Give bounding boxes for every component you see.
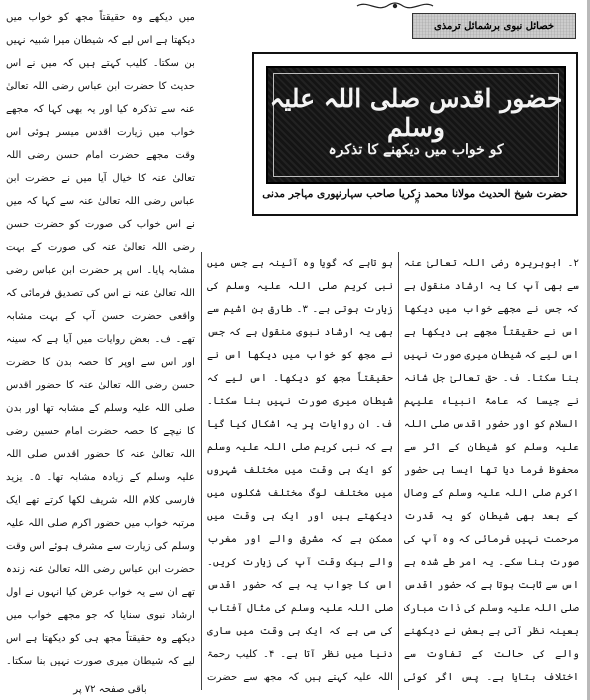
article-title: حضور اقدس صلی اللہ علیہ وسلم: [269, 84, 563, 142]
text-column-middle: [207, 252, 393, 692]
column-middle-text: ہو تاہے کہ گویا وہ آئینہ ہے جس میں نبی کریم صلی اللہ علیہ وسلم کی زیارت ہوتی ہے۔ ۳۔ طارق بن اشیم سے بھی یہ ارشاد نبوی منقول ہے کہ جس نے مجھ کو خواب میں دیکھا اس نے حقیقتاً مجھ کو دیکھا۔ اس لیے کہ شیطان میری صورت نہیں بنا سکتا۔ ف۔ ان روایات پر یہ اشکال کیا گیا ہے کہ نبی کریم صلی اللہ علیہ وسلم کو ایک ہی وقت میں مختلف شہروں میں مختلف لوگ مختلف شکلوں میں دیکھتے ہیں اور ایک ہی وقت میں ممکن ہے کہ مشرق والے اور مغرب والے بیک وقت آپ کی زیارت کریں۔ اس کا جواب یہ ہے کہ حضور اقدس صلی اللہ علیہ وسلم کی مثال آفتاب کی سی ہے کہ ایک ہی وقت میں ساری دنیا میں نظر آتا ہے۔ ۴۔ کلیب رحمۃ اللہ علیہ کہتے ہیں کہ مجھ سے حضرت: [207, 258, 393, 683]
column-divider: [398, 252, 399, 690]
column-right-text: ۲۔ ابوہریرہ رضی اللہ تعالیٰ عنہ سے بھی آپ کا یہ ارشاد منقول ہے کہ جس نے مجھے خواب میں دیکھا اس نے حقیقتاً مجھے ہی دیکھا ہے اس لیے کہ شیطان میری صورت نہیں بنا سکتا۔ ف۔ حق تعالیٰ جل شانہ نے جیسا کہ عامۃً انبیاء علیہم السلام کو اور حضور اقدس صلی اللہ علیہ وسلم کو شیطان کے اثر سے محفوظ فرما دیا تھا ایسا ہی حضور اکرم صلی اللہ علیہ وسلم کے وصال کے بعد بھی شیطان کو یہ قدرت مرحمت نہیں فرمائی کہ وہ آپ کی صورت بنا سکے۔ یہ امر طے شدہ ہے اس سے ثابت ہوتا ہے کہ حضور اقدس صلی اللہ علیہ وسلم کی ذات مبارک بعینہ نظر آتی ہے بعض نے دیکھنے والے کی حالت کے تفاوت سے اختلاف بتایا ہے۔ پس اگر کوئی: [404, 258, 579, 683]
series-banner: [412, 13, 576, 39]
title-box: [252, 52, 578, 216]
ornament-icon: [355, 0, 435, 12]
text-column-left: [6, 6, 195, 666]
continued-note: باقی صفحہ ۷۲ پر: [73, 684, 147, 695]
series-title: خصائل نبوی برشمائل ترمذی: [413, 14, 575, 38]
author-line: حضرت شیخ الحدیث مولانا محمد زکریا صاحب سہارنپوری مہاجر مدنی: [262, 188, 568, 200]
text-column-right: [404, 252, 579, 692]
column-divider: [201, 252, 202, 690]
article-subtitle: کو خواب میں دیکھنے کا تذکرہ: [328, 142, 504, 158]
title-panel: [266, 66, 566, 184]
column-left-text: میں دیکھے وہ حقیقتاً مجھ کو خواب میں دیکھتا ہے اس لیے کہ شیطان میرا شبیہ نہیں بن سکتا۔ کلیب کہتے ہیں کہ میں نے اس حدیث کا حضرت ابن عباس رضی اللہ تعالیٰ عنہ سے تذکرہ کیا اور یہ بھی کہا کہ مجھے خواب میں زیارت اقدس میسر ہوئی اس وقت مجھے حضرت امام حسن رضی اللہ تعالیٰ عنہ کا خیال آیا میں نے حضرت ابن عباس رضی اللہ تعالیٰ عنہ سے کہا کہ میں نے اس خواب کی صورت کو حضرت حسن رضی اللہ تعالیٰ عنہ کی صورت کے بہت مشابہ پایا۔ اس پر حضرت ابن عباس رضی اللہ تعالیٰ عنہ نے اس کی تصدیق فرمائی کہ واقعی حضرت حسن آپ کے بہت مشابہ تھے۔ ف۔ بعض روایات میں آیا ہے کہ سینہ اور اس سے اوپر کا حصہ بدن کا حضرت حسن رضی اللہ تعالیٰ عنہ کا حضور اقدس صلی اللہ علیہ وسلم کے مشابہ تھا اور بدن کا نیچے کا حصہ حضرت امام حسین رضی اللہ تعالیٰ عنہ کا حضور اقدس صلی اللہ علیہ وسلم کے زیادہ مشابہ تھا۔ ۵۔ یزید فارسی کلام اللہ شریف لکھا کرتے تھے ایک مرتبہ خواب میں حضور اکرم صلی اللہ علیہ وسلم کی زیارت سے مشرف ہوئے اس وقت حضرت ابن عباس رضی اللہ تعالیٰ عنہ زندہ تھے ان سے یہ خواب عرض کیا انہوں نے اول ارشاد نبوی سنایا کہ جو مجھے خواب میں دیکھے وہ حقیقتاً مجھ ہی کو دیکھتا ہے اس لیے کہ شیطان میری صورت نہیں بنا سکتا۔: [6, 12, 195, 666]
